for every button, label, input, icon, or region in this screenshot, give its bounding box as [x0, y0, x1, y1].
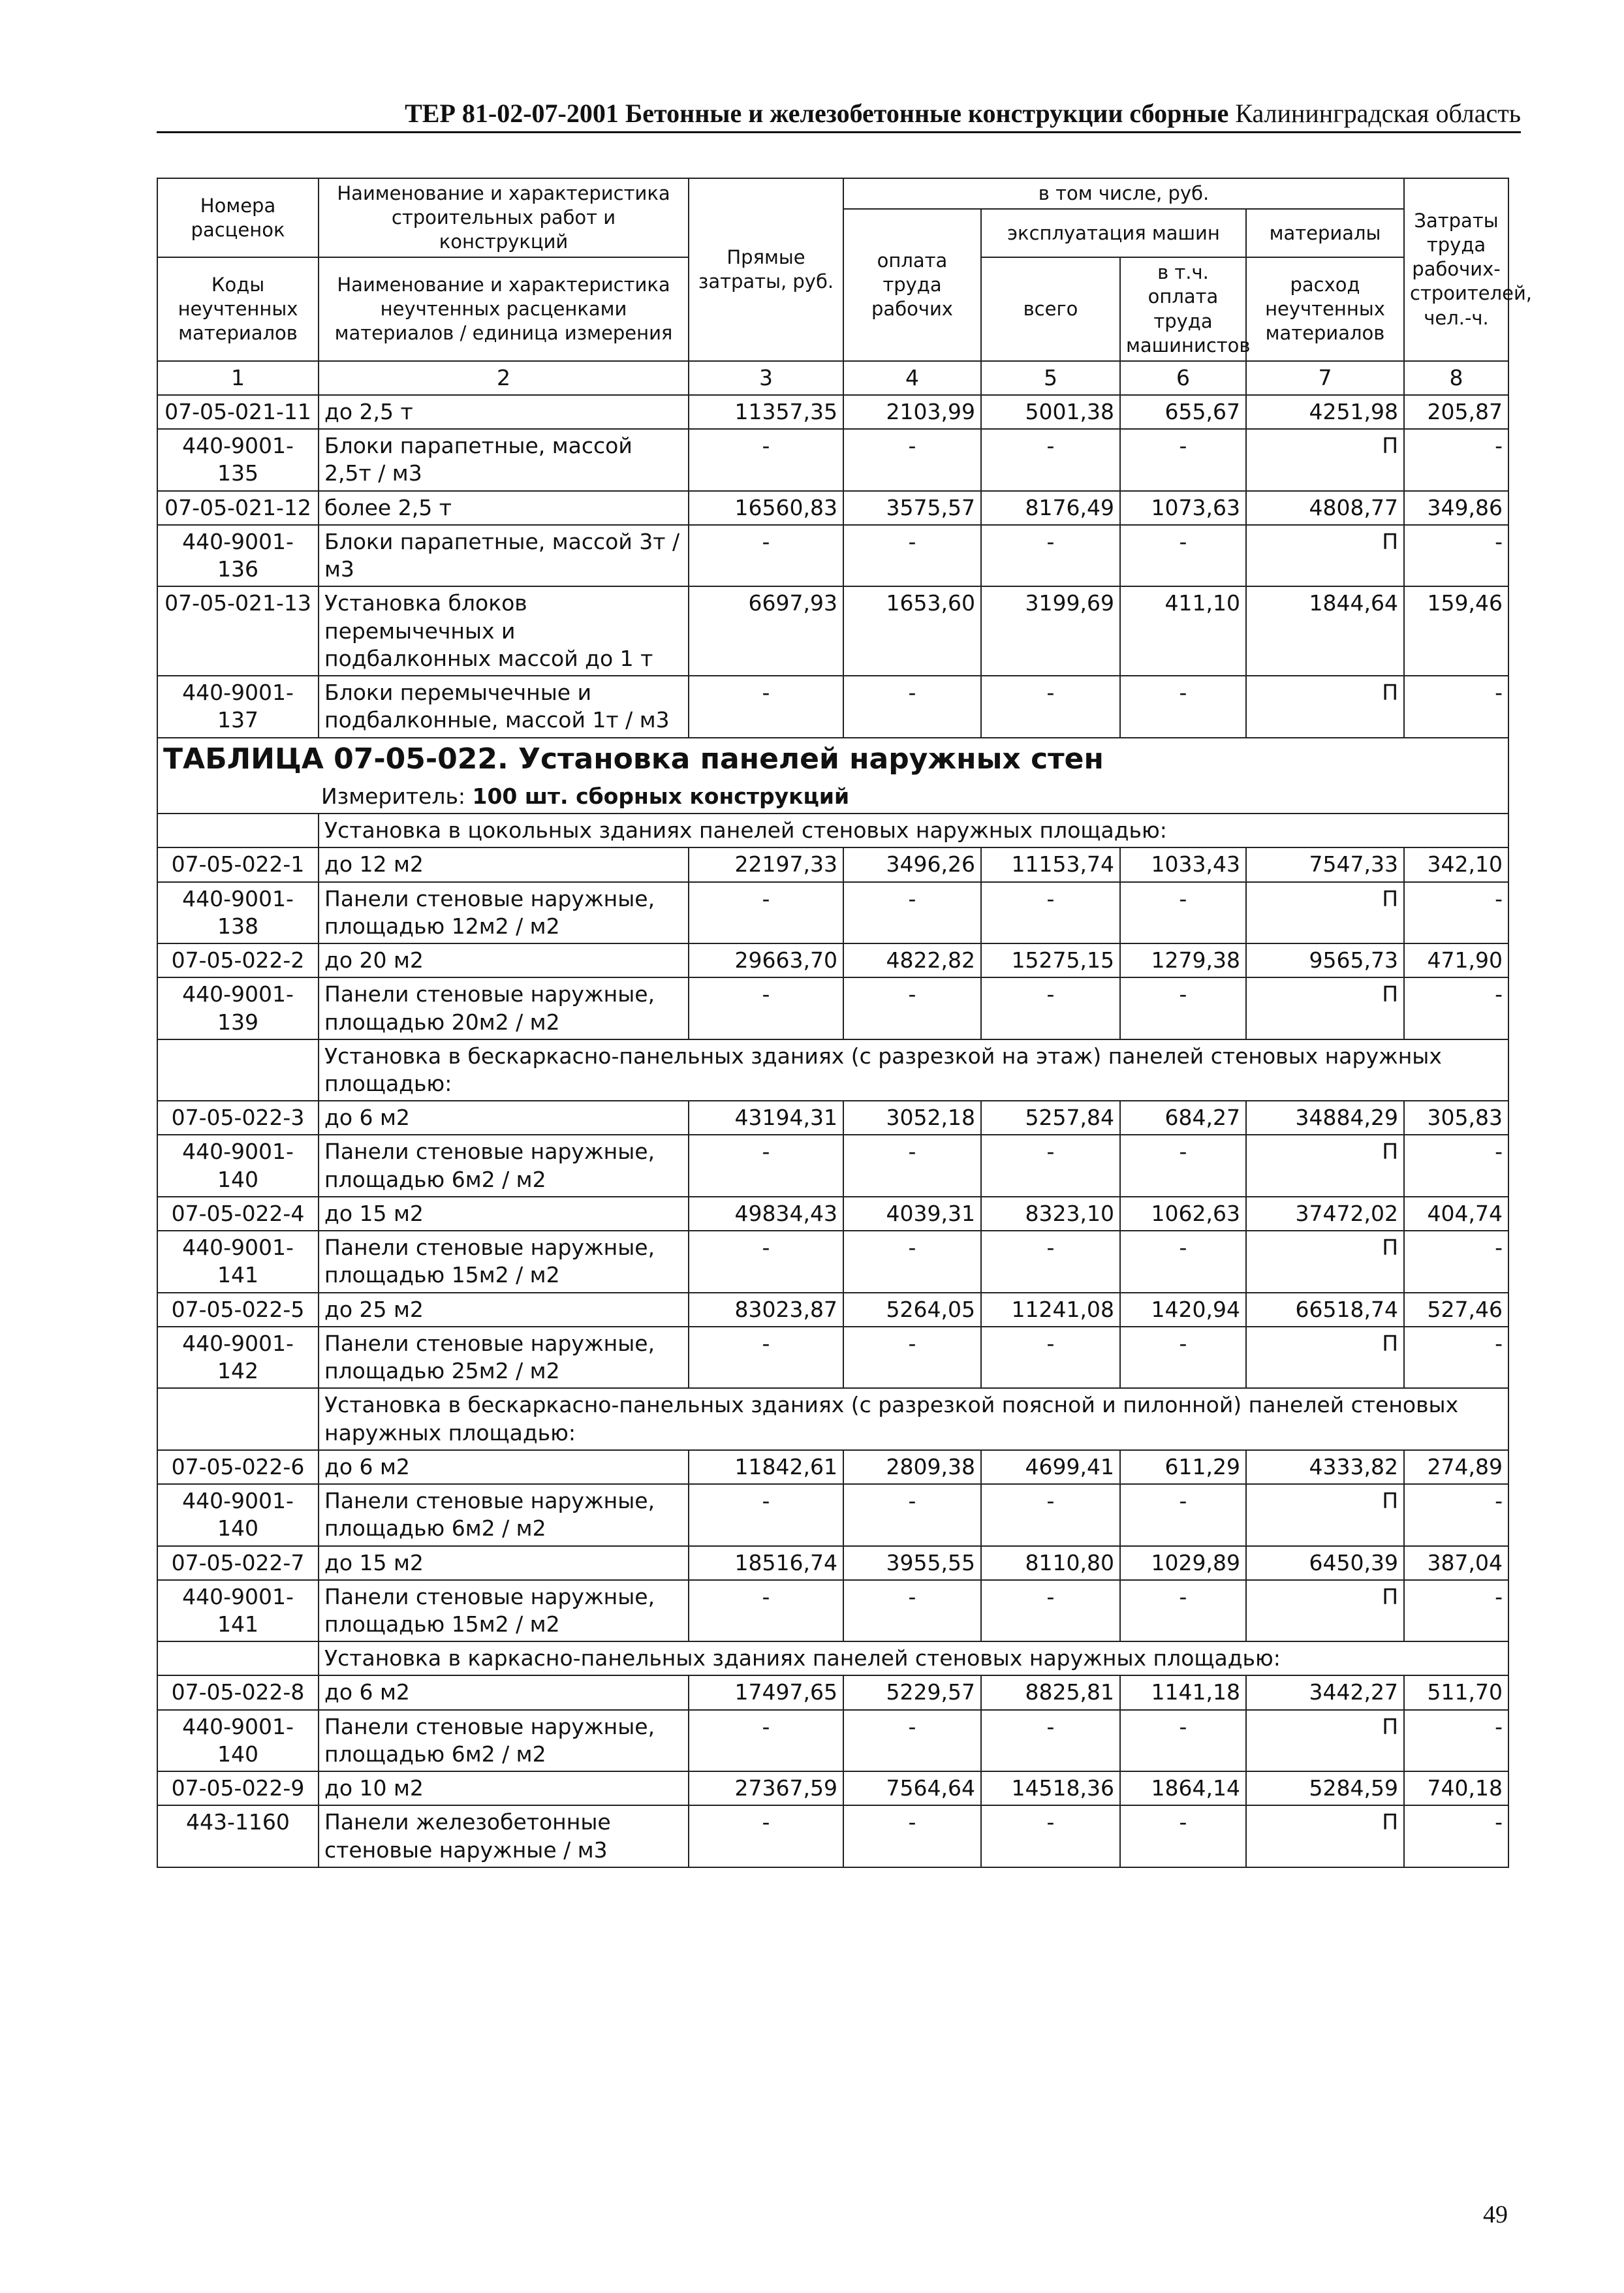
rate-value: 43194,31	[689, 1101, 843, 1135]
rate-value: 37472,02	[1246, 1197, 1404, 1231]
rate-value: 5284,59	[1246, 1771, 1404, 1805]
material-value: -	[981, 1580, 1120, 1641]
material-value: -	[843, 1710, 981, 1771]
material-value: -	[1120, 429, 1246, 490]
material-value: -	[1120, 977, 1246, 1039]
rate-value: 4039,31	[843, 1197, 981, 1231]
rate-value: 4251,98	[1246, 395, 1404, 429]
rate-value: 8825,81	[981, 1675, 1120, 1709]
material-value: -	[981, 1484, 1120, 1545]
rate-code: 07-05-022-8	[157, 1675, 319, 1709]
work-name: более 2,5 т	[319, 491, 689, 525]
material-value: -	[1120, 525, 1246, 586]
material-name: Панели стеновые наружные, площадью 20м2 / м2	[319, 977, 689, 1039]
rate-value: 14518,36	[981, 1771, 1120, 1805]
section-empty-cell	[157, 1641, 319, 1675]
section-header-row	[157, 1641, 1508, 1675]
material-value: -	[689, 1484, 843, 1545]
rate-value: 6697,93	[689, 586, 843, 676]
material-value: -	[1120, 882, 1246, 943]
material-value: -	[689, 1710, 843, 1771]
unit-label: Измеритель:	[321, 783, 473, 809]
rate-value: 11153,74	[981, 847, 1120, 881]
rate-value: 7547,33	[1246, 847, 1404, 881]
rate-value: 49834,43	[689, 1197, 843, 1231]
material-value: -	[689, 1580, 843, 1641]
rate-value: 66518,74	[1246, 1293, 1404, 1327]
page-number: 49	[1483, 2201, 1508, 2228]
rate-code: 07-05-022-9	[157, 1771, 319, 1805]
work-name: до 10 м2	[319, 1771, 689, 1805]
material-name: Блоки перемычечные и подбалконные, массой 1т / м3	[319, 676, 689, 737]
material-code: 440-9001-136	[157, 525, 319, 586]
rate-value: 411,10	[1120, 586, 1246, 676]
material-value: -	[843, 429, 981, 490]
rate-value: 5229,57	[843, 1675, 981, 1709]
material-value: -	[981, 525, 1120, 586]
material-value: П	[1246, 1231, 1404, 1292]
rate-row	[157, 1675, 1508, 1709]
rate-value: 527,46	[1404, 1293, 1508, 1327]
rate-code: 07-05-021-13	[157, 586, 319, 676]
rate-value: 611,29	[1120, 1450, 1246, 1484]
material-value: П	[1246, 525, 1404, 586]
rate-value: 305,83	[1404, 1101, 1508, 1135]
material-value: -	[1120, 1710, 1246, 1771]
rate-value: 9565,73	[1246, 943, 1404, 977]
rate-code: 07-05-022-5	[157, 1293, 319, 1327]
rate-value: 3052,18	[843, 1101, 981, 1135]
material-name: Панели стеновые наружные, площадью 6м2 / м2	[319, 1710, 689, 1771]
rate-code: 07-05-022-4	[157, 1197, 319, 1231]
material-value: П	[1246, 977, 1404, 1039]
material-value: П	[1246, 1710, 1404, 1771]
material-value: -	[689, 1231, 843, 1292]
material-value: -	[1404, 1580, 1508, 1641]
section-empty-cell	[157, 1039, 319, 1101]
material-value: -	[1404, 977, 1508, 1039]
material-name: Панели стеновые наружные, площадью 12м2 / м2	[319, 882, 689, 943]
rate-value: 2103,99	[843, 395, 981, 429]
material-value: -	[981, 1231, 1120, 1292]
material-value: -	[1404, 676, 1508, 737]
material-code: 440-9001-135	[157, 429, 319, 490]
column-index: 5	[981, 361, 1120, 395]
header-machines: эксплуатация машин	[981, 209, 1246, 257]
material-value: -	[981, 1327, 1120, 1388]
material-code: 443-1160	[157, 1805, 319, 1867]
rate-value: 6450,39	[1246, 1546, 1404, 1580]
material-value: -	[981, 977, 1120, 1039]
material-name: Панели стеновые наружные, площадью 25м2 / м2	[319, 1327, 689, 1388]
rate-code: 07-05-021-12	[157, 491, 319, 525]
rate-value: 27367,59	[689, 1771, 843, 1805]
material-value: -	[981, 882, 1120, 943]
material-code: 440-9001-140	[157, 1710, 319, 1771]
rate-row	[157, 943, 1508, 977]
document-code: ТЕР 81-02-07-2001	[405, 99, 619, 128]
rate-row	[157, 1101, 1508, 1135]
rate-row	[157, 847, 1508, 881]
material-value: -	[843, 882, 981, 943]
header-operators-pay: в т.ч. оплата труда машинистов	[1120, 257, 1246, 360]
material-row	[157, 1710, 1508, 1771]
material-value: -	[981, 676, 1120, 737]
material-value: П	[1246, 882, 1404, 943]
work-name: до 6 м2	[319, 1450, 689, 1484]
rate-value: 684,27	[1120, 1101, 1246, 1135]
material-value: -	[981, 1135, 1120, 1196]
rate-value: 8110,80	[981, 1546, 1120, 1580]
rate-value: 3442,27	[1246, 1675, 1404, 1709]
material-value: -	[1120, 1135, 1246, 1196]
rate-code: 07-05-022-1	[157, 847, 319, 881]
page-header	[157, 98, 1521, 133]
rate-value: 15275,15	[981, 943, 1120, 977]
column-index: 7	[1246, 361, 1404, 395]
header-materials: материалы	[1246, 209, 1404, 257]
section-header-row	[157, 1388, 1508, 1449]
rate-value: 349,86	[1404, 491, 1508, 525]
rate-value: 342,10	[1404, 847, 1508, 881]
material-value: -	[689, 1327, 843, 1388]
material-value: -	[689, 977, 843, 1039]
rate-value: 34884,29	[1246, 1101, 1404, 1135]
rate-value: 205,87	[1404, 395, 1508, 429]
column-index: 1	[157, 361, 319, 395]
work-name: до 25 м2	[319, 1293, 689, 1327]
column-index: 2	[319, 361, 689, 395]
material-row	[157, 1805, 1508, 1867]
material-value: -	[843, 1231, 981, 1292]
column-index-row	[157, 361, 1508, 395]
material-value: -	[981, 1805, 1120, 1867]
material-row	[157, 1231, 1508, 1292]
unit-value: 100 шт. сборных конструкций	[472, 783, 850, 809]
rate-code: 07-05-022-6	[157, 1450, 319, 1484]
rate-row	[157, 1293, 1508, 1327]
rate-value: 3955,55	[843, 1546, 981, 1580]
section-title: Установка в каркасно-панельных зданиях панелей стеновых наружных площадью:	[319, 1641, 1508, 1675]
rate-code: 07-05-022-2	[157, 943, 319, 977]
material-value: П	[1246, 1135, 1404, 1196]
rate-row	[157, 1197, 1508, 1231]
material-value: П	[1246, 676, 1404, 737]
material-value: -	[1120, 1327, 1246, 1388]
header-including: в том числе, руб.	[843, 178, 1404, 209]
rate-value: 83023,87	[689, 1293, 843, 1327]
rate-value: 17497,65	[689, 1675, 843, 1709]
material-value: -	[1120, 1580, 1246, 1641]
material-code: 440-9001-140	[157, 1484, 319, 1545]
material-value: -	[1404, 1805, 1508, 1867]
material-code: 440-9001-138	[157, 882, 319, 943]
material-name: Панели стеновые наружные, площадью 15м2 / м2	[319, 1580, 689, 1641]
work-name: до 6 м2	[319, 1101, 689, 1135]
material-value: -	[1404, 1710, 1508, 1771]
rate-row	[157, 586, 1508, 676]
rate-value: 471,90	[1404, 943, 1508, 977]
rate-row	[157, 1546, 1508, 1580]
material-value: -	[1120, 1231, 1246, 1292]
rate-value: 3496,26	[843, 847, 981, 881]
material-value: -	[689, 676, 843, 737]
rate-value: 274,89	[1404, 1450, 1508, 1484]
rate-value: 8176,49	[981, 491, 1120, 525]
header-material-name: Наименование и характеристика неучтенных расценками материалов / единица измерения	[319, 257, 689, 360]
material-row	[157, 977, 1508, 1039]
material-value: -	[689, 882, 843, 943]
rate-value: 5257,84	[981, 1101, 1120, 1135]
material-value: -	[1404, 525, 1508, 586]
material-value: -	[1120, 1805, 1246, 1867]
material-row	[157, 1580, 1508, 1641]
material-name: Панели стеновые наружные, площадью 15м2 / м2	[319, 1231, 689, 1292]
header-labor-hours: Затраты труда рабочих-строителей, чел.-ч.	[1404, 178, 1508, 361]
rate-value: 387,04	[1404, 1546, 1508, 1580]
rate-value: 404,74	[1404, 1197, 1508, 1231]
work-name: до 2,5 т	[319, 395, 689, 429]
rate-row	[157, 491, 1508, 525]
material-value: -	[843, 1805, 981, 1867]
rate-value: 1141,18	[1120, 1675, 1246, 1709]
material-code: 440-9001-141	[157, 1231, 319, 1292]
material-row	[157, 676, 1508, 737]
rate-value: 1029,89	[1120, 1546, 1246, 1580]
rate-value: 3199,69	[981, 586, 1120, 676]
material-row	[157, 525, 1508, 586]
rate-value: 4808,77	[1246, 491, 1404, 525]
header-workers-pay: оплата труда рабочих	[843, 209, 981, 361]
material-value: -	[843, 1580, 981, 1641]
material-row	[157, 429, 1508, 490]
table-title-cell	[157, 738, 1508, 814]
column-index: 6	[1120, 361, 1246, 395]
rate-value: 11241,08	[981, 1293, 1120, 1327]
section-title: Установка в цокольных зданиях панелей стеновых наружных площадью:	[319, 814, 1508, 847]
material-name: Панели стеновые наружные, площадью 6м2 / м2	[319, 1135, 689, 1196]
material-value: -	[843, 1135, 981, 1196]
rates-table	[157, 178, 1533, 1868]
section-header-row	[157, 814, 1508, 847]
column-index: 4	[843, 361, 981, 395]
work-name: до 15 м2	[319, 1546, 689, 1580]
rate-value: 5264,05	[843, 1293, 981, 1327]
rate-value: 159,46	[1404, 586, 1508, 676]
material-row	[157, 1135, 1508, 1196]
material-value: П	[1246, 1484, 1404, 1545]
material-value: -	[1120, 1484, 1246, 1545]
material-name: Панели стеновые наружные, площадью 6м2 / м2	[319, 1484, 689, 1545]
rate-value: 740,18	[1404, 1771, 1508, 1805]
material-value: -	[1404, 1484, 1508, 1545]
rate-value: 8323,10	[981, 1197, 1120, 1231]
material-value: П	[1246, 429, 1404, 490]
work-name: Установка блоков перемычечных и подбалконных массой до 1 т	[319, 586, 689, 676]
material-name: Панели железобетонные стеновые наружные / м3	[319, 1805, 689, 1867]
section-empty-cell	[157, 814, 319, 847]
material-value: -	[843, 1327, 981, 1388]
material-row	[157, 882, 1508, 943]
rate-value: 4822,82	[843, 943, 981, 977]
rate-value: 1279,38	[1120, 943, 1246, 977]
rate-value: 1653,60	[843, 586, 981, 676]
material-value: -	[843, 1484, 981, 1545]
table-header	[157, 178, 1533, 395]
rate-row	[157, 1450, 1508, 1484]
column-index: 3	[689, 361, 843, 395]
section-empty-cell	[157, 1388, 319, 1449]
material-value: П	[1246, 1805, 1404, 1867]
material-value: -	[981, 429, 1120, 490]
material-value: -	[981, 1710, 1120, 1771]
material-value: -	[843, 525, 981, 586]
material-value: -	[1404, 882, 1508, 943]
table-title-row	[157, 738, 1508, 814]
material-row	[157, 1327, 1508, 1388]
rate-value: 3575,57	[843, 491, 981, 525]
material-value: П	[1246, 1327, 1404, 1388]
material-value: -	[1404, 1231, 1508, 1292]
material-value: -	[1404, 1327, 1508, 1388]
header-work-name: Наименование и характеристика строительных работ и конструкций	[319, 178, 689, 257]
material-value: -	[689, 1135, 843, 1196]
section-header-row	[157, 1039, 1508, 1101]
rate-value: 4699,41	[981, 1450, 1120, 1484]
material-value: -	[1120, 676, 1246, 737]
material-value: -	[843, 676, 981, 737]
header-material-consumption: расход неучтенных материалов	[1246, 257, 1404, 360]
rate-code: 07-05-022-7	[157, 1546, 319, 1580]
rate-code: 07-05-022-3	[157, 1101, 319, 1135]
rate-value: 655,67	[1120, 395, 1246, 429]
rate-value: 2809,38	[843, 1450, 981, 1484]
material-value: -	[689, 429, 843, 490]
material-value: П	[1246, 1580, 1404, 1641]
header-rate-numbers: Номера расценок	[157, 178, 319, 257]
material-code: 440-9001-139	[157, 977, 319, 1039]
material-value: -	[1404, 1135, 1508, 1196]
section-title: Установка в бескаркасно-панельных зданиях (с разрезкой поясной и пилонной) панелей стеновых наружных площадью:	[319, 1388, 1508, 1449]
rate-value: 29663,70	[689, 943, 843, 977]
table-title: ТАБЛИЦА 07-05-022. Установка панелей наружных стен	[163, 742, 1104, 776]
header-material-codes: Коды неучтенных материалов	[157, 257, 319, 360]
rate-value: 5001,38	[981, 395, 1120, 429]
unit-line	[163, 783, 1503, 810]
rate-row	[157, 1771, 1508, 1805]
rate-value: 1073,63	[1120, 491, 1246, 525]
header-machines-total: всего	[981, 257, 1120, 360]
material-code: 440-9001-142	[157, 1327, 319, 1388]
rate-code: 07-05-021-11	[157, 395, 319, 429]
work-name: до 12 м2	[319, 847, 689, 881]
rate-value: 16560,83	[689, 491, 843, 525]
rate-value: 1844,64	[1246, 586, 1404, 676]
rate-value: 4333,82	[1246, 1450, 1404, 1484]
rate-value: 1033,43	[1120, 847, 1246, 881]
material-code: 440-9001-141	[157, 1580, 319, 1641]
material-name: Блоки парапетные, массой 2,5т / м3	[319, 429, 689, 490]
region-name: Калининградская область	[1235, 99, 1521, 128]
rate-value: 11357,35	[689, 395, 843, 429]
rate-row	[157, 395, 1508, 429]
rate-value: 18516,74	[689, 1546, 843, 1580]
rate-value: 22197,33	[689, 847, 843, 881]
rate-value: 511,70	[1404, 1675, 1508, 1709]
material-code: 440-9001-137	[157, 676, 319, 737]
work-name: до 6 м2	[319, 1675, 689, 1709]
material-row	[157, 1484, 1508, 1545]
rate-value: 11842,61	[689, 1450, 843, 1484]
rate-value: 7564,64	[843, 1771, 981, 1805]
material-value: -	[689, 525, 843, 586]
document-title: Бетонные и железобетонные конструкции сборные	[625, 99, 1229, 128]
header-direct-costs: Прямые затраты, руб.	[689, 178, 843, 361]
table-body	[157, 395, 1508, 1867]
column-index: 8	[1404, 361, 1508, 395]
rate-value: 1420,94	[1120, 1293, 1246, 1327]
section-title: Установка в бескаркасно-панельных зданиях (с разрезкой на этаж) панелей стеновых наружных площадью:	[319, 1039, 1508, 1101]
material-code: 440-9001-140	[157, 1135, 319, 1196]
material-value: -	[843, 977, 981, 1039]
work-name: до 20 м2	[319, 943, 689, 977]
material-value: -	[689, 1805, 843, 1867]
material-value: -	[1404, 429, 1508, 490]
rate-value: 1062,63	[1120, 1197, 1246, 1231]
material-name: Блоки парапетные, массой 3т / м3	[319, 525, 689, 586]
rate-value: 1864,14	[1120, 1771, 1246, 1805]
work-name: до 15 м2	[319, 1197, 689, 1231]
